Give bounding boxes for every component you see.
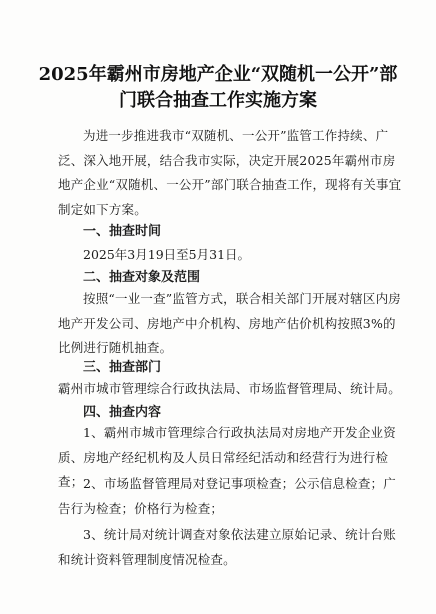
section-body-time: 2025年3月19日至5月31日。 xyxy=(83,247,251,262)
content-item-3: 3、统计局对统计调查对象依法建立原始记录、统计台账和统计资料管理制度情况检查。 xyxy=(58,527,396,567)
intro-paragraph: 为进一步推进我市“双随机、一公开”监管工作持续、广泛、深入地开展，结合我市实际，决定开展2025年霸州市房地产企业“双随机、一公开”部门联合抽查工作，现将有关事宜制定如下方案。 xyxy=(58,128,402,217)
section-heading-time: 一、抽查时间 xyxy=(83,224,162,239)
section-body-scope: 按照“一业一查”监管方式，联合相关部门开展对辖区内房地产开发公司、房地产中介机构、房地产估价机构按照3%的比例进行随机抽查。 xyxy=(58,291,401,355)
content-item-2: 2、市场监督管理局对登记事项检查；公示信息检查；广告行为检查；价格行为检查； xyxy=(58,476,396,516)
content-item-1: 1、霸州市城市管理综合行政执法局对房地产开发企业资质、房地产经纪机构及人员日常经纪活动和经营行为进行检查； xyxy=(58,425,396,489)
section-heading-departments: 三、抽查部门 xyxy=(83,360,162,375)
section-heading-content: 四、抽查内容 xyxy=(83,405,162,420)
section-heading-scope: 二、抽查对象及范围 xyxy=(83,270,201,285)
document-title: 2025年霸州市房地产企业“双随机一公开”部门联合抽查工作实施方案 xyxy=(38,64,398,111)
section-body-departments: 霸州市城市管理综合行政执法局、市场监督管理局、统计局。 xyxy=(58,381,401,396)
